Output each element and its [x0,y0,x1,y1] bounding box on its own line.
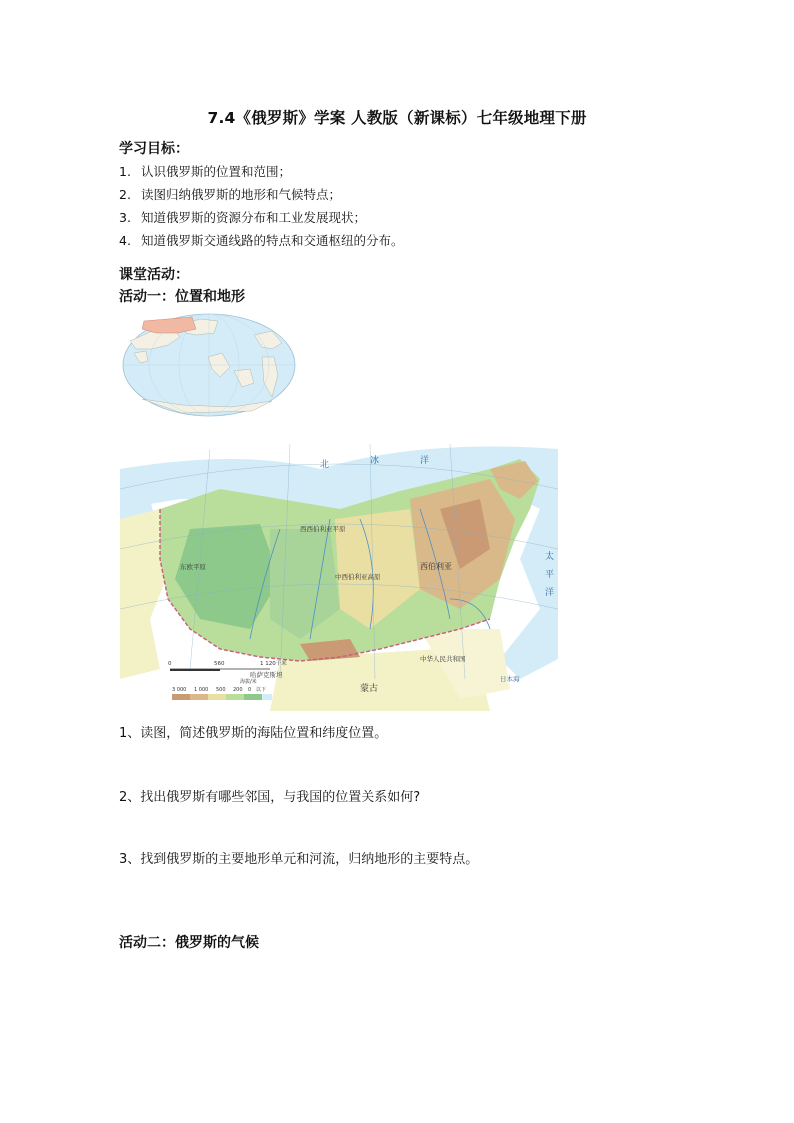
map-label-arctic-3: 洋 [420,456,430,466]
map-label-siberia: 西伯利亚 [420,562,452,571]
map-label-sea-of-japan: 日本海 [500,675,520,683]
map-label-pacific-3: 洋 [545,588,555,598]
legend-value: 3 000 [172,687,187,693]
objective-item: 4. 知道俄罗斯交通线路的特点和交通枢纽的分布。 [119,233,404,248]
map-label-west-siberian-plain: 西西伯利亚平原 [300,525,346,533]
scale-label-mid: 560 [214,661,225,667]
question-3: 3、找到俄罗斯的主要地形单元和河流，归纳地形的主要特点。 [119,852,479,867]
map-label-pacific-2: 平 [545,570,555,580]
legend-unit: 海拔/米 [240,679,257,685]
objectives-list [119,160,404,252]
activity2-heading: 活动二：俄罗斯的气候 [119,935,259,951]
map-label-arctic-2: 冰 [370,456,380,466]
map-label-mongolia: 蒙古 [360,684,379,694]
legend-value: 1 000 [194,687,209,693]
map-label-arctic-1: 北 [320,460,330,470]
objective-item: 2. 读图归纳俄罗斯的地形和气候特点； [119,187,342,202]
legend-value: 200 [233,687,243,693]
question-1: 1、读图，简述俄罗斯的海陆位置和纬度位置。 [119,726,388,741]
map-label-china: 中华人民共和国 [420,655,466,663]
russia-physical-map [120,429,558,711]
map-label-central-siberian-plateau: 中西伯利亚高原 [335,573,381,581]
world-locator-map [122,313,296,417]
map-label-east-european-plain: 东欧平原 [180,563,206,571]
scale-label-zero: 0 [168,661,172,667]
objectives-heading: 学习目标： [119,141,189,157]
map-label-kazakhstan: 哈萨克斯坦 [250,671,283,679]
legend-value: 以下 [256,687,267,693]
objective-item: 3. 知道俄罗斯的资源分布和工业发展现状； [119,210,367,225]
legend-value: 0 [248,687,252,693]
map-label-pacific-1: 太 [545,552,555,562]
classroom-activities-heading: 课堂活动： [119,267,189,283]
scale-label-end: 1 120千米 [260,661,287,667]
activity1-heading: 活动一：位置和地形 [119,289,245,305]
objective-item: 1. 认识俄罗斯的位置和范围； [119,164,292,179]
legend-value: 500 [216,687,226,693]
question-2: 2、找出俄罗斯有哪些邻国，与我国的位置关系如何? [119,790,421,805]
document-title: 7.4《俄罗斯》学案 人教版（新课标）七年级地理下册 [207,109,587,127]
